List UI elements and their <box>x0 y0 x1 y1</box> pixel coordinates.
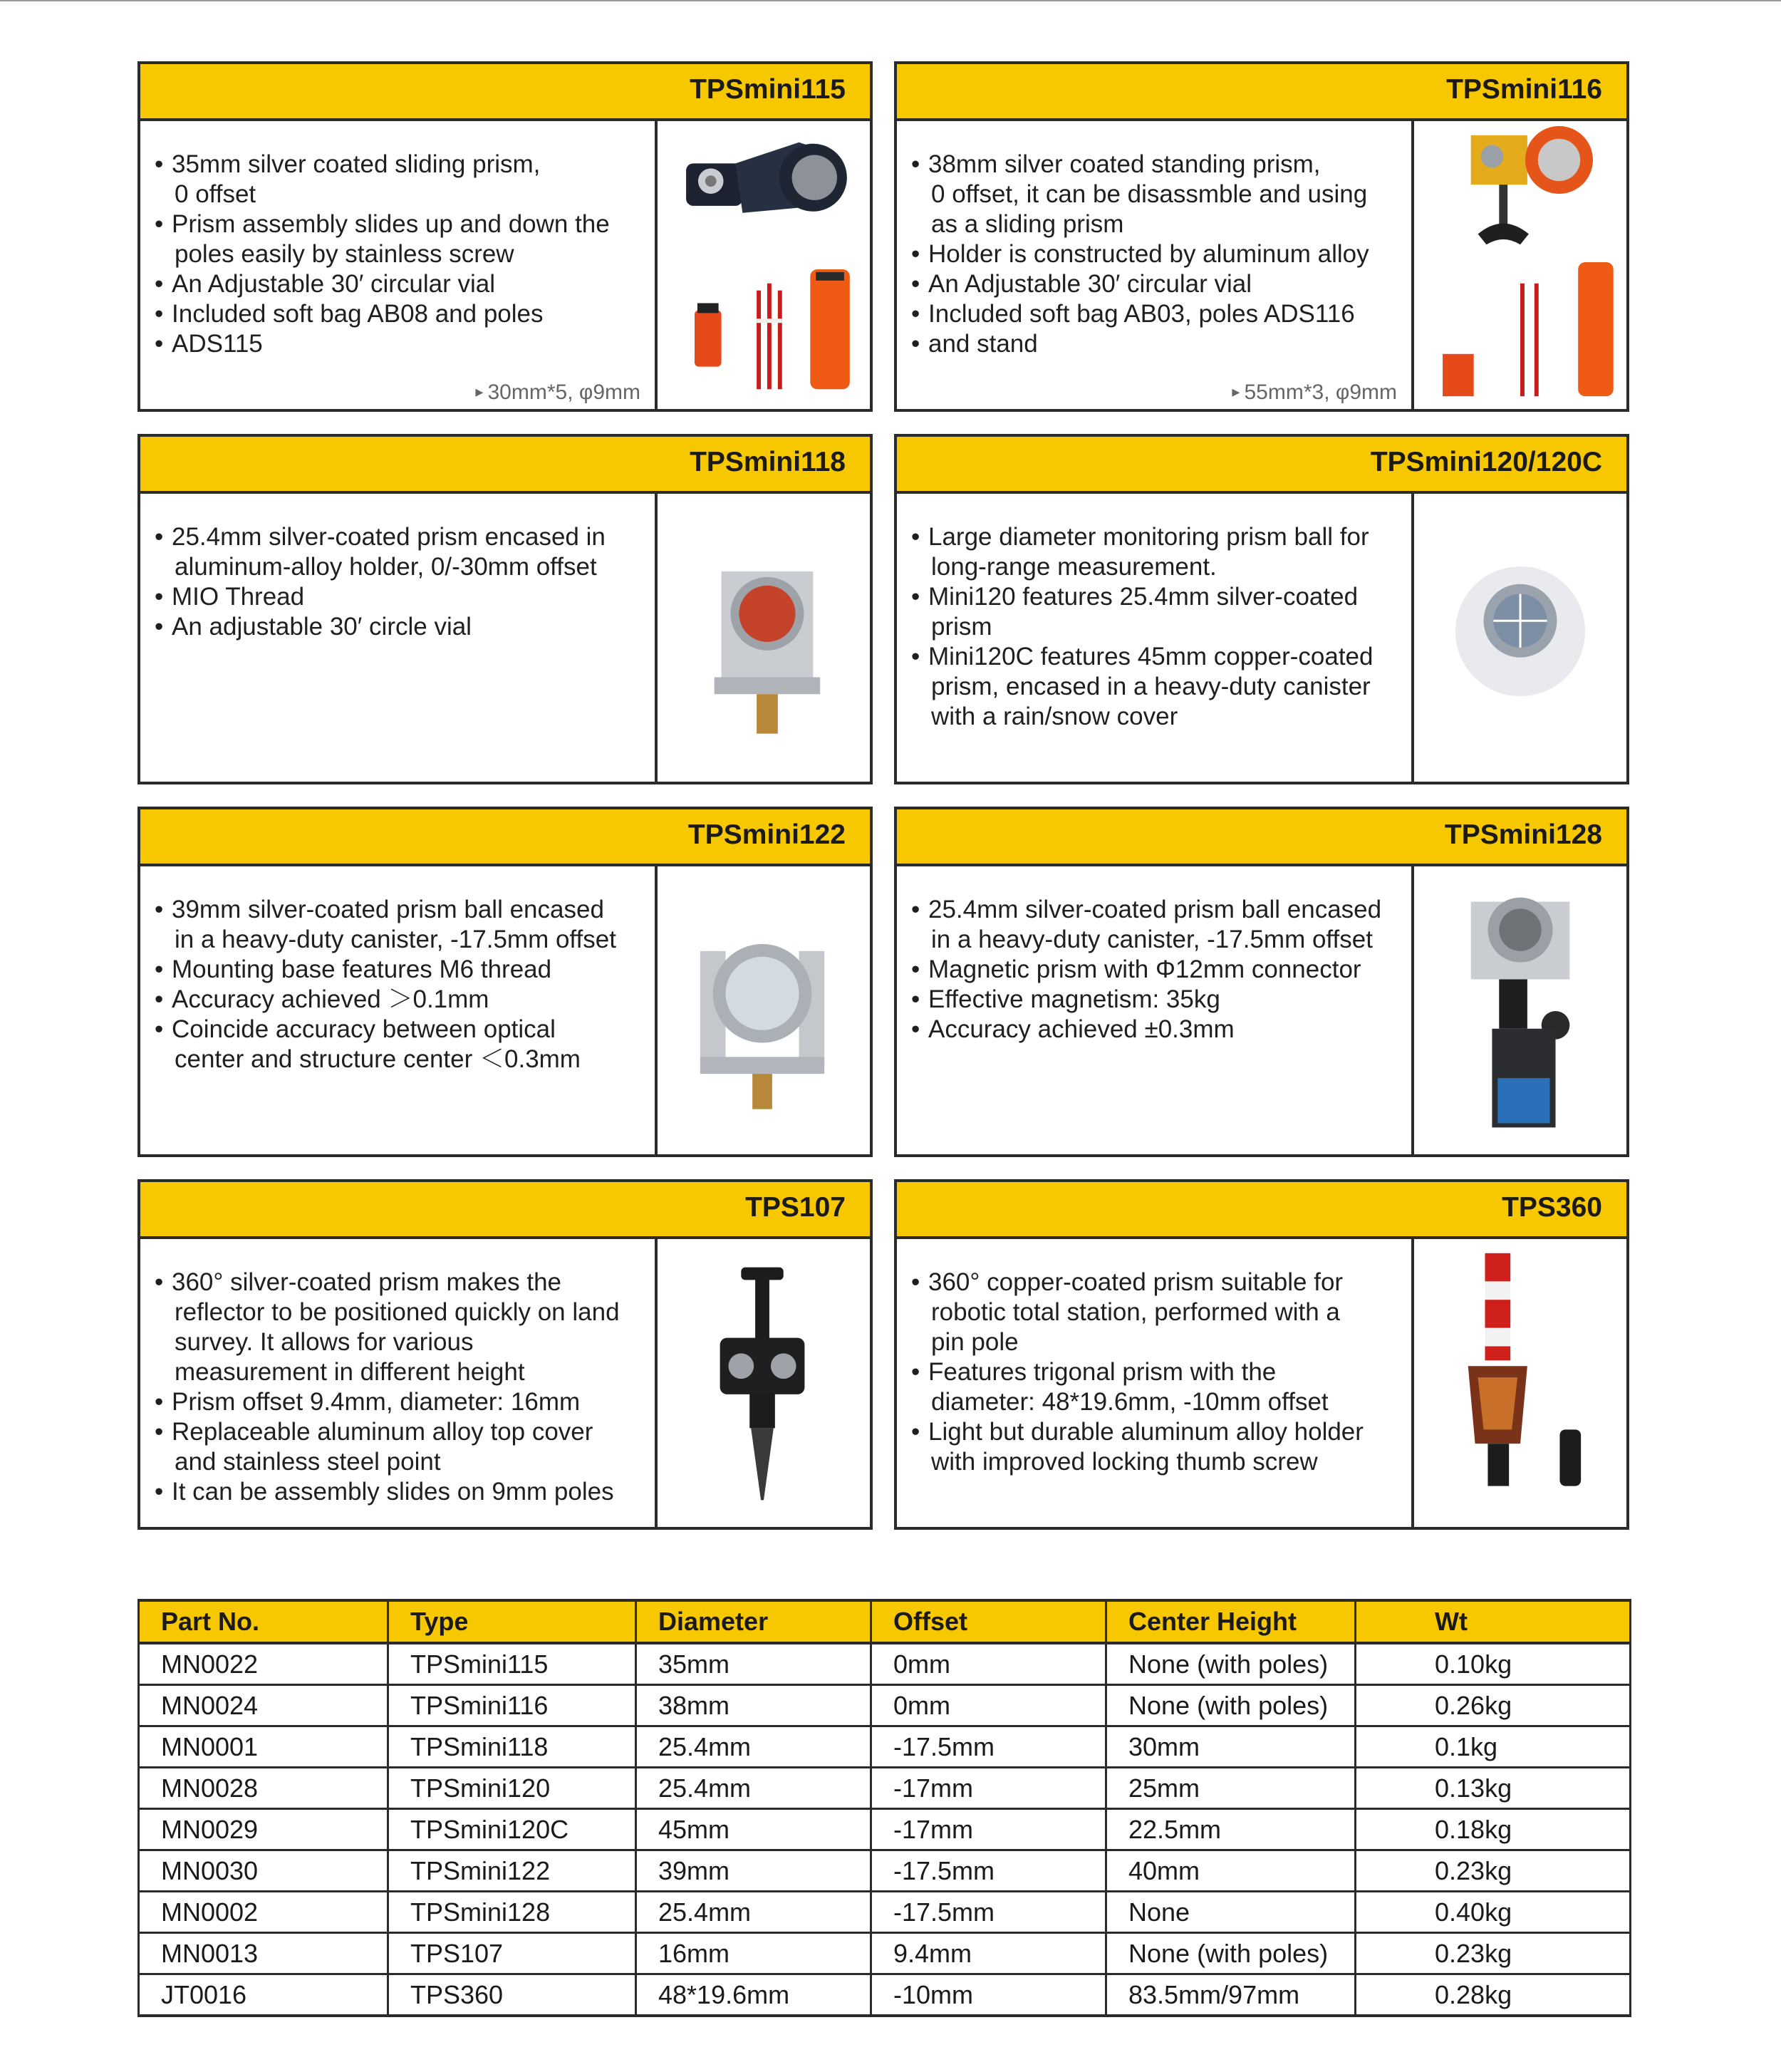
table-row <box>139 1974 1631 2016</box>
table-row <box>139 1768 1631 1809</box>
feature-panel <box>140 121 658 409</box>
table-cell: TPSmini122 <box>388 1850 636 1892</box>
table-row <box>139 1892 1631 1933</box>
product-title: TPSmini122 <box>687 819 846 850</box>
table-cell: TPS360 <box>388 1974 636 2016</box>
feature-item: • An Adjustable 30′ circular vial <box>911 269 1411 299</box>
card-header <box>140 1182 870 1239</box>
table-cell: 0.40kg <box>1356 1892 1631 1933</box>
table-row <box>139 1809 1631 1850</box>
feature-list <box>140 866 655 1074</box>
feature-panel <box>897 866 1414 1154</box>
table-cell: 45mm <box>636 1809 871 1850</box>
feature-item: • Mounting base features M6 thread <box>155 955 655 985</box>
feature-list <box>140 121 655 359</box>
feature-list <box>897 121 1411 359</box>
column-header: Diameter <box>636 1600 871 1643</box>
feature-item: • Magnetic prism with Φ12mm connector <box>911 955 1411 985</box>
table-cell: 39mm <box>636 1850 871 1892</box>
product-title: TPS107 <box>745 1192 846 1223</box>
spec-note: ▸ 30mm*5, φ9mm <box>475 380 640 405</box>
feature-item: • It can be assembly slides on 9mm poles <box>155 1477 655 1507</box>
canister-prism-icon <box>658 866 870 1154</box>
product-card-tpsmini120 <box>894 434 1629 784</box>
feature-item: • Accuracy achieved ＞0.1mm <box>155 985 655 1015</box>
table-cell: TPSmini118 <box>388 1726 636 1768</box>
table-cell: MN0030 <box>139 1850 388 1892</box>
feature-item: • Effective magnetism: 35kg <box>911 985 1411 1015</box>
feature-list <box>897 1239 1411 1477</box>
card-header <box>897 64 1626 121</box>
table-cell: 38mm <box>636 1685 871 1726</box>
feature-item: • 360° silver-coated prism makes the <box>155 1268 655 1297</box>
product-card-tpsmini118 <box>137 434 873 784</box>
card-header <box>897 437 1626 494</box>
table-cell: 48*19.6mm <box>636 1974 871 2016</box>
table-cell: MN0029 <box>139 1809 388 1850</box>
spec-note: ▸ 55mm*3, φ9mm <box>1232 380 1397 405</box>
table-cell: 30mm <box>1106 1726 1356 1768</box>
table-cell: 25.4mm <box>636 1726 871 1768</box>
table-cell: 9.4mm <box>871 1933 1106 1974</box>
feature-list <box>897 494 1411 732</box>
feature-item: robotic total station, performed with a <box>931 1298 1340 1326</box>
product-title: TPSmini120/120C <box>1370 447 1602 477</box>
table-cell: MN0002 <box>139 1892 388 1933</box>
feature-item: • 35mm silver coated sliding prism, <box>155 150 655 180</box>
product-card-tpsmini116 <box>894 61 1629 412</box>
table-cell: 0.28kg <box>1356 1974 1631 2016</box>
product-image <box>658 494 870 782</box>
feature-item: pin pole <box>931 1328 1019 1356</box>
feature-item: measurement in different height <box>175 1358 525 1386</box>
feature-item: as a sliding prism <box>931 210 1124 238</box>
feature-item: center and structure center ＜0.3mm <box>175 1045 581 1073</box>
product-image <box>1414 1239 1626 1527</box>
prism-ball-icon <box>1414 494 1626 782</box>
card-header <box>897 1182 1626 1239</box>
feature-item: • 360° copper-coated prism suitable for <box>911 1268 1411 1297</box>
feature-item: • and stand <box>911 329 1411 359</box>
product-title: TPSmini118 <box>690 447 846 477</box>
feature-item: reflector to be positioned quickly on land <box>175 1298 620 1326</box>
table-cell: 40mm <box>1106 1850 1356 1892</box>
magnetic-prism-icon <box>1414 866 1626 1154</box>
feature-item: and stainless steel point <box>175 1448 441 1476</box>
product-image <box>1414 866 1626 1154</box>
feature-panel <box>140 494 658 782</box>
product-title: TPSmini115 <box>690 74 846 105</box>
feature-item: in a heavy-duty canister, -17.5mm offset <box>175 926 616 953</box>
feature-item: • MIO Thread <box>155 582 655 612</box>
table-row <box>139 1933 1631 1974</box>
table-row <box>139 1643 1631 1685</box>
card-header <box>140 809 870 866</box>
table-cell: 0.26kg <box>1356 1685 1631 1726</box>
table-header-row <box>139 1600 1631 1643</box>
column-header: Center Height <box>1106 1600 1356 1643</box>
pin-prism-icon <box>658 1239 870 1527</box>
table-cell: -17.5mm <box>871 1892 1106 1933</box>
feature-item: poles easily by stainless screw <box>175 240 514 268</box>
table-cell: TPSmini128 <box>388 1892 636 1933</box>
feature-item: 0 offset, it can be disassmble and using <box>931 180 1368 208</box>
table-cell: 0.13kg <box>1356 1768 1631 1809</box>
feature-item: 0 offset <box>175 180 256 208</box>
table-cell: TPSmini116 <box>388 1685 636 1726</box>
feature-item: • Prism offset 9.4mm, diameter: 16mm <box>155 1387 655 1417</box>
product-image <box>658 121 870 409</box>
table-cell: -17mm <box>871 1809 1106 1850</box>
product-title: TPS360 <box>1502 1192 1602 1223</box>
standing-prism-icon <box>1414 121 1626 409</box>
table-cell: TPSmini120 <box>388 1768 636 1809</box>
feature-item: • Large diameter monitoring prism ball for <box>911 522 1411 552</box>
table-cell: 16mm <box>636 1933 871 1974</box>
table-cell: -10mm <box>871 1974 1106 2016</box>
table-cell: TPSmini115 <box>388 1643 636 1685</box>
table-cell: None (with poles) <box>1106 1933 1356 1974</box>
table-cell: MN0001 <box>139 1726 388 1768</box>
table-cell: 83.5mm/97mm <box>1106 1974 1356 2016</box>
feature-item: • Coincide accuracy between optical <box>155 1015 655 1045</box>
feature-item: • Features trigonal prism with the <box>911 1357 1411 1387</box>
feature-item: • Mini120C features 45mm copper-coated <box>911 642 1411 672</box>
card-header <box>897 809 1626 866</box>
feature-item: • An adjustable 30′ circle vial <box>155 612 655 642</box>
feature-item: in a heavy-duty canister, -17.5mm offset <box>931 926 1373 953</box>
product-image <box>1414 494 1626 782</box>
table-cell: MN0013 <box>139 1933 388 1974</box>
feature-item: prism <box>931 613 992 641</box>
table-row <box>139 1850 1631 1892</box>
feature-item: • ADS115 <box>155 329 655 359</box>
table-cell: TPSmini120C <box>388 1809 636 1850</box>
top-rule <box>0 0 1781 1</box>
mini-prism-icon <box>658 494 870 782</box>
product-card-tpsmini115 <box>137 61 873 412</box>
table-cell: 25mm <box>1106 1768 1356 1809</box>
feature-item: • 39mm silver-coated prism ball encased <box>155 895 655 925</box>
feature-item: • Accuracy achieved ±0.3mm <box>911 1015 1411 1045</box>
feature-item: • Holder is constructed by aluminum alloy <box>911 239 1411 269</box>
feature-item: diameter: 48*19.6mm, -10mm offset <box>931 1388 1329 1416</box>
feature-item: prism, encased in a heavy-duty canister <box>931 673 1371 700</box>
feature-item: • Light but durable aluminum alloy holder <box>911 1417 1411 1447</box>
table-cell: None <box>1106 1892 1356 1933</box>
feature-item: • An Adjustable 30′ circular vial <box>155 269 655 299</box>
feature-item: survey. It allows for various <box>175 1328 474 1356</box>
feature-item: • Included soft bag AB03, poles ADS116 <box>911 299 1411 329</box>
product-card-tpsmini122 <box>137 807 873 1157</box>
product-image <box>1414 121 1626 409</box>
table-cell: JT0016 <box>139 1974 388 2016</box>
table-cell: 35mm <box>636 1643 871 1685</box>
feature-list <box>140 494 655 642</box>
feature-panel <box>140 866 658 1154</box>
table-cell: 0mm <box>871 1643 1106 1685</box>
feature-item: aluminum-alloy holder, 0/-30mm offset <box>175 553 597 581</box>
card-header <box>140 437 870 494</box>
product-card-tps360 <box>894 1179 1629 1530</box>
column-header: Type <box>388 1600 636 1643</box>
table-row <box>139 1685 1631 1726</box>
column-header: Part No. <box>139 1600 388 1643</box>
table-row <box>139 1726 1631 1768</box>
feature-panel <box>897 1239 1414 1527</box>
column-header: Wt <box>1356 1600 1631 1643</box>
feature-panel <box>897 121 1414 409</box>
feature-list <box>897 866 1411 1045</box>
feature-item: with improved locking thumb screw <box>931 1448 1318 1476</box>
feature-panel <box>897 494 1414 782</box>
product-title: TPSmini128 <box>1444 819 1602 850</box>
table-cell: 0.18kg <box>1356 1809 1631 1850</box>
table-cell: None (with poles) <box>1106 1643 1356 1685</box>
feature-panel <box>140 1239 658 1527</box>
feature-item: • Replaceable aluminum alloy top cover <box>155 1417 655 1447</box>
table-cell: 0.1kg <box>1356 1726 1631 1768</box>
card-header <box>140 64 870 121</box>
feature-item: • 38mm silver coated standing prism, <box>911 150 1411 180</box>
feature-item: • 25.4mm silver-coated prism encased in <box>155 522 655 552</box>
spec-table <box>137 1599 1631 2017</box>
table-cell: 22.5mm <box>1106 1809 1356 1850</box>
sliding-prism-icon <box>658 121 870 409</box>
feature-list <box>140 1239 655 1507</box>
robotic-prism-icon <box>1414 1239 1626 1527</box>
table-cell: MN0022 <box>139 1643 388 1685</box>
table-cell: TPS107 <box>388 1933 636 1974</box>
product-image <box>658 866 870 1154</box>
table-cell: -17.5mm <box>871 1726 1106 1768</box>
table-cell: MN0028 <box>139 1768 388 1809</box>
feature-item: • Mini120 features 25.4mm silver-coated <box>911 582 1411 612</box>
table-cell: 0mm <box>871 1685 1106 1726</box>
table-cell: MN0024 <box>139 1685 388 1726</box>
product-card-tps107 <box>137 1179 873 1530</box>
feature-item: • Included soft bag AB08 and poles <box>155 299 655 329</box>
table-cell: 25.4mm <box>636 1892 871 1933</box>
feature-item: with a rain/snow cover <box>931 703 1178 730</box>
table-cell: 0.23kg <box>1356 1933 1631 1974</box>
feature-item: long-range measurement. <box>931 553 1217 581</box>
feature-item: • Prism assembly slides up and down the <box>155 209 655 239</box>
product-image <box>658 1239 870 1527</box>
product-card-tpsmini128 <box>894 807 1629 1157</box>
table-cell: 0.10kg <box>1356 1643 1631 1685</box>
table-cell: None (with poles) <box>1106 1685 1356 1726</box>
column-header: Offset <box>871 1600 1106 1643</box>
table-cell: 0.23kg <box>1356 1850 1631 1892</box>
table-cell: -17.5mm <box>871 1850 1106 1892</box>
feature-item: • 25.4mm silver-coated prism ball encased <box>911 895 1411 925</box>
product-title: TPSmini116 <box>1446 74 1602 105</box>
table-cell: 25.4mm <box>636 1768 871 1809</box>
table-cell: -17mm <box>871 1768 1106 1809</box>
